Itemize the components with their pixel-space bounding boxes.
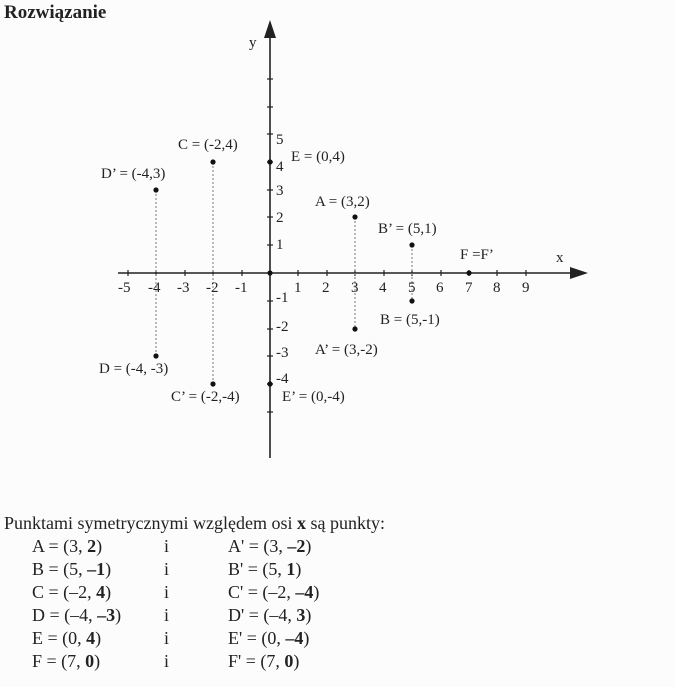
x-tick-label: 1 (294, 280, 302, 296)
x-tick-label: 8 (493, 280, 501, 296)
label-D-prime: D’ = (-4,3) (101, 166, 166, 182)
x-axis-arrow-icon (570, 267, 588, 279)
x-tick-label: -3 (177, 280, 190, 296)
x-tick-label: -5 (118, 280, 131, 296)
conjunction: i (164, 581, 170, 602)
x-axis-label: x (556, 250, 564, 266)
y-tick-label: 5 (276, 132, 284, 148)
x-tick-label: 3 (351, 280, 359, 296)
y-tick-label: 3 (276, 183, 284, 199)
point-B-prime (409, 242, 414, 247)
label-C-prime: C’ = (-2,-4) (171, 389, 240, 405)
point-D (153, 353, 158, 358)
x-tick-label: 2 (322, 280, 330, 296)
solution-text (4, 512, 385, 672)
page-title: Rozwiązanie (4, 2, 107, 23)
point-C-prime (210, 381, 215, 386)
intro-text: Punktami symetrycznymi względem osi (4, 513, 297, 533)
pair-row: C = (–2, 4) i C' = (–2, –4) (32, 581, 320, 602)
pair-row: D = (–4, –3) i D' = (–4, 3) (32, 604, 312, 625)
point-A-prime (352, 326, 357, 331)
x-tick-label: -1 (235, 280, 248, 296)
origin-point (267, 270, 272, 275)
intro-text-end: są punkty: (305, 513, 385, 533)
label-C: C = (-2,4) (178, 137, 238, 153)
pair-row: E = (0, 4) i E' = (0, –4) (32, 627, 310, 648)
x-tick-label: 9 (522, 280, 530, 296)
label-E-prime: E’ = (0,-4) (282, 389, 345, 405)
point-F (466, 270, 471, 275)
pair-row: B = (5, –1) i B' = (5, 1) (32, 558, 302, 579)
axis-name: x (296, 513, 306, 533)
conjunction: i (164, 604, 170, 625)
conjunction: i (164, 650, 170, 671)
conjunction: i (164, 558, 170, 579)
x-tick-label: 4 (379, 280, 387, 296)
point-D-prime (153, 187, 158, 192)
y-tick-label: -2 (276, 319, 289, 335)
solution-intro (4, 512, 385, 534)
y-tick-label: -1 (276, 290, 289, 306)
x-tick-label: 6 (436, 280, 444, 296)
symmetric-pairs-table (32, 534, 319, 672)
label-A: A = (3,2) (315, 194, 370, 210)
label-E: E = (0,4) (291, 149, 345, 165)
pair-row: F = (7, 0) i F' = (7, 0) (32, 650, 300, 671)
x-tick-label: -2 (206, 280, 219, 296)
point-E (267, 159, 272, 164)
label-A-prime: A’ = (3,-2) (315, 342, 378, 358)
x-tick-label: 7 (465, 280, 473, 296)
y-tick-label: 2 (276, 210, 284, 226)
y-axis-label: y (249, 35, 257, 51)
point-B (409, 298, 414, 303)
conjunction: i (164, 535, 170, 556)
point-E-prime (267, 381, 272, 386)
pair-row: A = (3, 2) i A' = (3, –2) (32, 535, 312, 556)
label-D: D = (-4, -3) (99, 361, 169, 377)
label-B-prime: B’ = (5,1) (378, 221, 437, 237)
point-A (352, 214, 357, 219)
y-axis-arrow-icon (264, 20, 276, 38)
x-tick-label: 5 (408, 280, 416, 296)
label-B: B = (5,-1) (380, 312, 440, 328)
y-tick-label: 1 (276, 237, 284, 253)
y-tick-label: -4 (276, 371, 289, 387)
conjunction: i (164, 627, 170, 648)
x-tick-label: -4 (148, 280, 161, 296)
point-C (210, 159, 215, 164)
y-tick-label: 4 (276, 159, 284, 175)
label-F: F =F’ (460, 247, 494, 263)
y-tick-label: -3 (276, 345, 289, 361)
